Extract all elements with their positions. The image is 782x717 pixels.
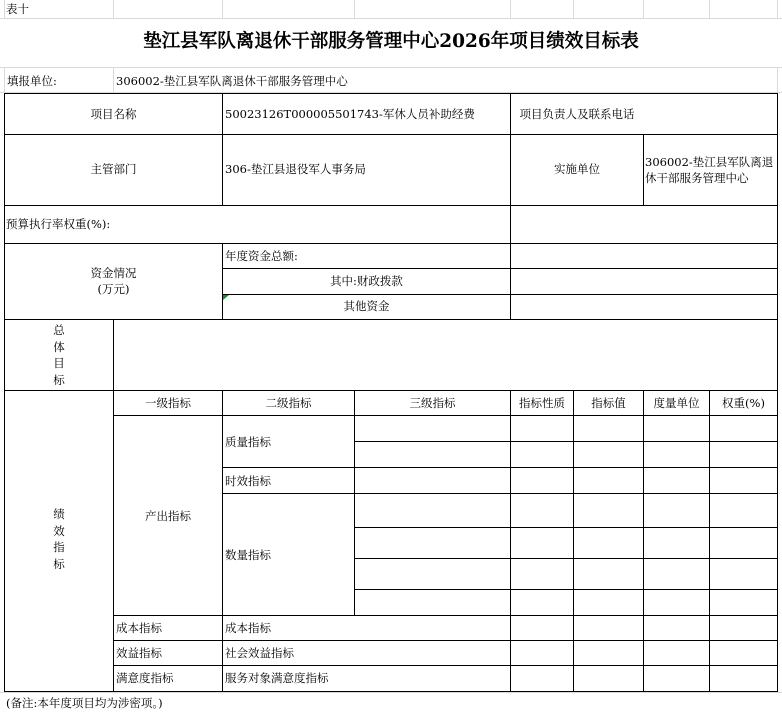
filler-label: 填报单位: [7, 74, 57, 88]
satisfaction-l2-label: 服务对象满意度指标 [225, 671, 329, 685]
benefit-l2-label: 社会效益指标 [225, 646, 294, 660]
cost-l1-label: 成本指标 [116, 621, 162, 635]
header-value: 指标值 [591, 396, 626, 410]
header-nature: 指标性质 [519, 396, 565, 410]
header-level1: 一级指标 [145, 396, 191, 410]
filler-value[interactable]: 306002-垫江县军队离退休干部服务管理中心 [116, 74, 348, 88]
overall-goal-label: 总体目标 [53, 323, 65, 387]
funds-label: 资金情况 [90, 266, 137, 280]
contact-label: 项目负责人及联系电话 [519, 107, 635, 121]
fiscal-label: 其中:财政拨款 [330, 274, 403, 288]
dept-value[interactable]: 306-垫江县退役军人事务局 [225, 162, 366, 176]
quantity-indicator-label: 数量指标 [225, 548, 271, 562]
contact-value[interactable] [645, 107, 777, 127]
project-name-label: 项目名称 [90, 107, 137, 121]
overall-goal-value[interactable] [115, 321, 777, 389]
budget-weight-label: 预算执行率权重(%): [6, 217, 111, 231]
timeliness-indicator-label: 时效指标 [225, 474, 271, 488]
annual-total-label: 年度资金总额: [225, 249, 298, 263]
impl-value[interactable]: 306002-垫江县军队离退休干部服务管理中心 [645, 155, 774, 185]
project-name-value[interactable]: 50023126T000005501743-军休人员补助经费 [225, 107, 475, 121]
cost-l2-label: 成本指标 [225, 621, 271, 635]
annual-total-value[interactable] [512, 245, 777, 267]
header-level3: 三级指标 [409, 396, 456, 410]
page-title: 垫江县军队离退休干部服务管理中心2026年项目绩效目标表 [143, 31, 639, 52]
other-funds-label: 其他资金 [343, 299, 390, 313]
funds-unit: (万元) [97, 282, 130, 296]
quality-indicator-label: 质量指标 [225, 435, 271, 449]
dept-label: 主管部门 [90, 162, 137, 176]
impl-label: 实施单位 [554, 162, 600, 176]
sheet-tag: 表十 [6, 2, 29, 16]
footnote: (备注:本年度项目均为涉密项。) [6, 696, 163, 710]
other-funds-value[interactable] [512, 296, 777, 318]
perf-indicator-label: 绩效指标 [53, 507, 65, 571]
satisfaction-l1-label: 满意度指标 [116, 671, 174, 685]
budget-weight-value[interactable] [512, 207, 777, 242]
header-level2: 二级指标 [265, 396, 312, 410]
header-unit: 度量单位 [653, 396, 700, 410]
header-weight: 权重(%) [722, 396, 765, 410]
output-indicator-label: 产出指标 [145, 509, 191, 523]
fiscal-value[interactable] [512, 270, 777, 293]
benefit-l1-label: 效益指标 [116, 646, 162, 660]
